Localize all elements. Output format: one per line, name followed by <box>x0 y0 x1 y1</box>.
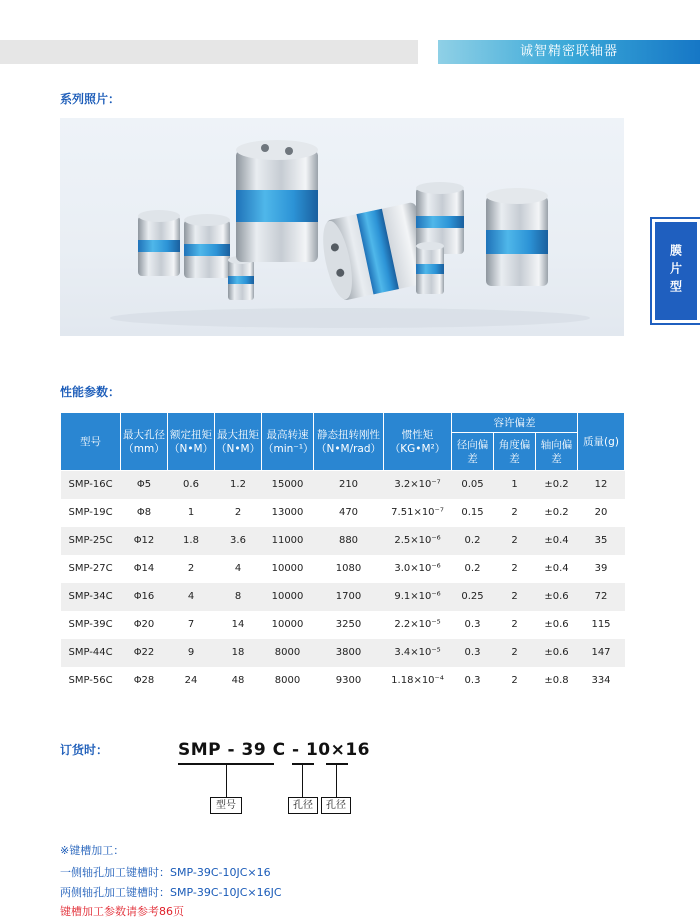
underline-bore2 <box>326 763 348 765</box>
order-code-example: SMP - 39 C - 10×16 <box>178 740 371 760</box>
couplings-illustration <box>60 118 624 336</box>
header-rated-torque: 额定扭矩（N•M） <box>168 413 215 471</box>
coupling-small-2 <box>184 214 230 278</box>
coupling-tilted <box>317 202 432 303</box>
header-angular: 角度偏差 <box>494 433 536 471</box>
coupling-large-right <box>486 188 548 286</box>
box-model: 型号 <box>210 797 242 814</box>
table-row: SMP-19C Φ8 1 2 13000 470 7.51×10⁻⁷ 0.15 2 ±0.2 20 <box>61 499 625 527</box>
table-row: SMP-25C Φ12 1.8 3.6 11000 880 2.5×10⁻⁶ 0.2 2 ±0.4 35 <box>61 527 625 555</box>
coupling-small-1 <box>138 210 180 276</box>
header-mass: 质量(g) <box>578 413 625 471</box>
section-title-photos: 系列照片： <box>60 92 121 106</box>
header-speed: 最高转速（min⁻¹） <box>262 413 314 471</box>
table-row: SMP-16C Φ5 0.6 1.2 15000 210 3.2×10⁻⁷ 0.05 1 ±0.2 12 <box>61 471 625 499</box>
header-tolerance: 容许偏差 <box>452 413 578 433</box>
table-row: SMP-44C Φ22 9 18 8000 3800 3.4×10⁻⁵ 0.3 2 ±0.6 147 <box>61 639 625 667</box>
header-stiffness: 静态扭转刚性（N•M/rad） <box>314 413 384 471</box>
leader-model <box>226 765 227 797</box>
table-row: SMP-34C Φ16 4 8 10000 1700 9.1×10⁻⁶ 0.25 2 ±0.6 72 <box>61 583 625 611</box>
header-title: 诚智精密联轴器 <box>438 40 700 64</box>
header-radial: 径向偏差 <box>452 433 494 471</box>
table-row: SMP-39C Φ20 7 14 10000 3250 2.2×10⁻⁵ 0.3 2 ±0.6 115 <box>61 611 625 639</box>
product-photo <box>60 118 624 336</box>
header-bar-left <box>0 40 418 64</box>
box-bore1: 孔径 <box>288 797 318 814</box>
box-bore2: 孔径 <box>321 797 351 814</box>
coupling-small-3 <box>228 256 254 300</box>
section-title-ordering: 订货时： <box>60 743 109 757</box>
coupling-small-right <box>416 242 444 294</box>
underline-bore1 <box>292 763 314 765</box>
leader-bore1 <box>302 765 303 797</box>
header-bore: 最大孔径（mm） <box>121 413 168 471</box>
header-axial: 轴向偏差 <box>536 433 578 471</box>
table-row: SMP-56C Φ28 24 48 8000 9300 1.18×10⁻⁴ 0.3 2 ±0.8 334 <box>61 667 625 695</box>
side-tab-diaphragm[interactable]: 膜片型 <box>652 219 700 323</box>
note-one-side: 一侧轴孔加工键槽时：SMP-39C-10JC×16 <box>60 866 271 879</box>
header-model: 型号 <box>61 413 121 471</box>
header-inertia: 惯性矩（KG•M²） <box>384 413 452 471</box>
note-keyway-title: ※键槽加工： <box>60 844 125 857</box>
leader-bore2 <box>336 765 337 797</box>
section-title-performance: 性能参数： <box>60 385 121 399</box>
header-max-torque: 最大扭矩（N•M） <box>215 413 262 471</box>
coupling-large <box>236 140 318 262</box>
spec-table <box>60 412 625 695</box>
note-reference: 键槽加工参数请参考86页 <box>60 905 184 918</box>
table-row: SMP-27C Φ14 2 4 10000 1080 3.0×10⁻⁶ 0.2 2 ±0.4 39 <box>61 555 625 583</box>
note-both-sides: 两侧轴孔加工键槽时：SMP-39C-10JC×16JC <box>60 886 282 899</box>
